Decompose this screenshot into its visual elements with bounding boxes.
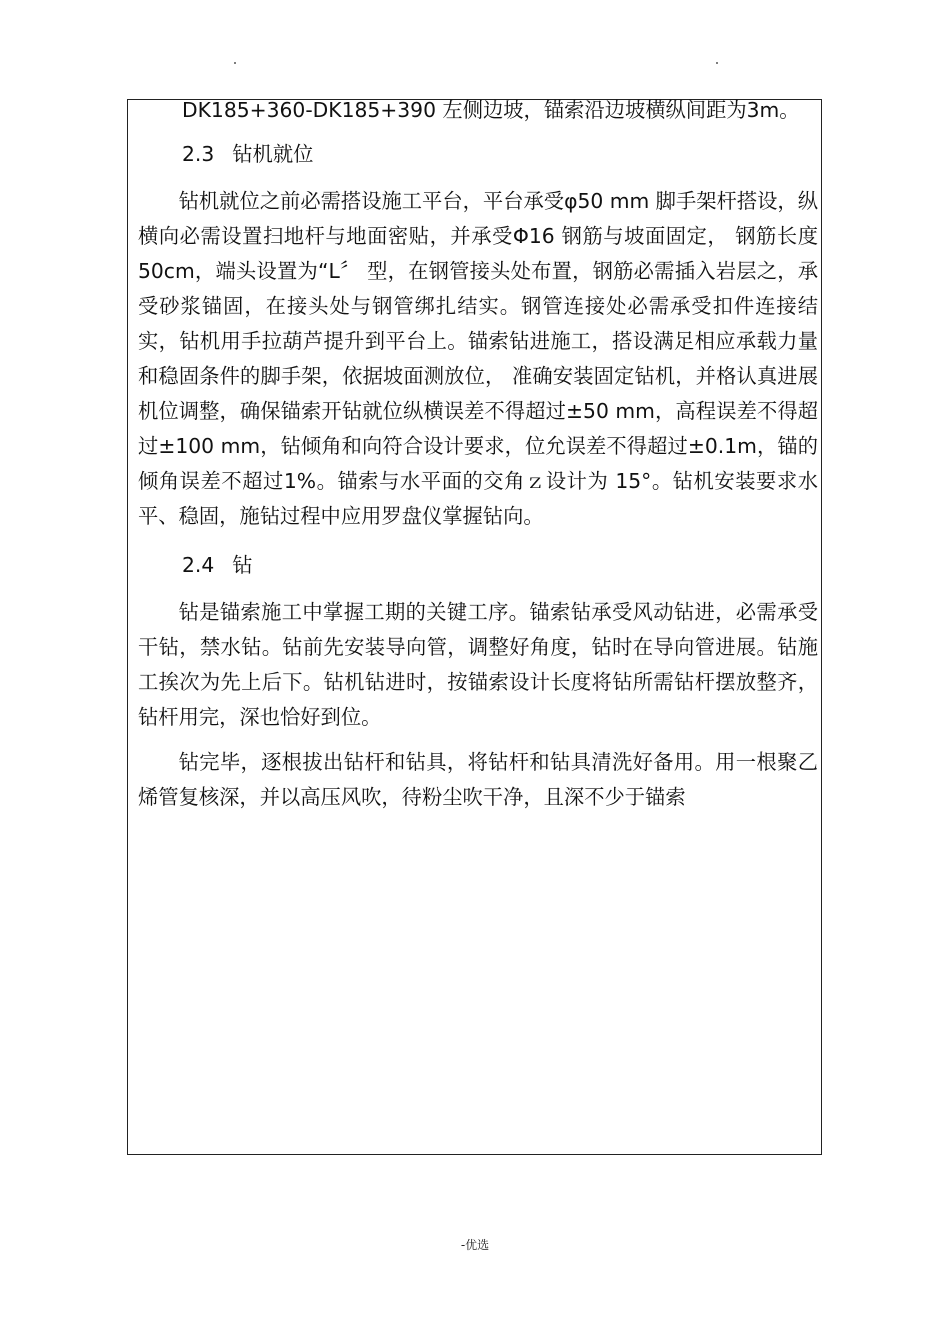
section-number: 2.3 [182, 142, 215, 166]
document-body [138, 97, 818, 815]
header-mark-right [716, 62, 718, 64]
carryover-paragraph: DK185+360-DK185+390 左侧边坡，锚索沿边坡横纵间距为3m。 [182, 98, 800, 122]
paragraph-drill-positioning: 钻机就位之前必需搭设施工平台，平台承受φ50 mm 脚手架杆搭设，纵横向必需设置扫地杆与地面密贴，并承受Φ16 钢筋与坡面固定， 钢筋长度 50cm，端头设置为“L〞 型，在钢管接头处布置，钢筋必需插入岩层之，承受砂浆锚固，在接头处与钢管绑扎结实。钢管连接处必需承受扣件连接结实，钻机用手拉葫芦提升到平台上。锚索钻进施工，搭设满足相应承载力量和稳固条件的脚手架，依据坡面测放位， 准确安装固定钻机，并格认真进展机位调整，确保锚索开钻就位纵横误差不得超过±50 mm，高程误差不得超过±100 mm，钻倾角和向符合设计要求，位允误差不得超过±0.1m，锚的倾角误差不超过1%。锚索与水平面的交角ｚ设计为 15°。钻机安装要求水平、稳固，施钻过程中应用罗盘仪掌握钻向。 [138, 189, 818, 528]
paragraph-drilling-completion: 钻完毕，逐根拔出钻杆和钻具，将钻杆和钻具清洗好备用。用一根聚乙烯管复核深，并以高压风吹，待粉尘吹干净，且深不少于锚索 [138, 750, 818, 809]
section-heading-2-4 [138, 548, 818, 583]
section-title: 钻 [232, 553, 253, 577]
section-number: 2.4 [182, 553, 215, 577]
page-footer: -优选 [460, 1238, 490, 1252]
paragraph-drilling: 钻是锚索施工中掌握工期的关键工序。锚索钻承受风动钻进，必需承受干钻，禁水钻。钻前先安装导向管，调整好角度，钻时在导向管进展。钻施工挨次为先上后下。钻机钻进时，按锚索设计长度将钻所需钻杆摆放整齐，钻杆用完，深也恰好到位。 [138, 600, 818, 729]
section-heading-2-3 [138, 137, 818, 172]
section-title: 钻机就位 [232, 142, 314, 166]
header-mark-left [234, 62, 236, 64]
